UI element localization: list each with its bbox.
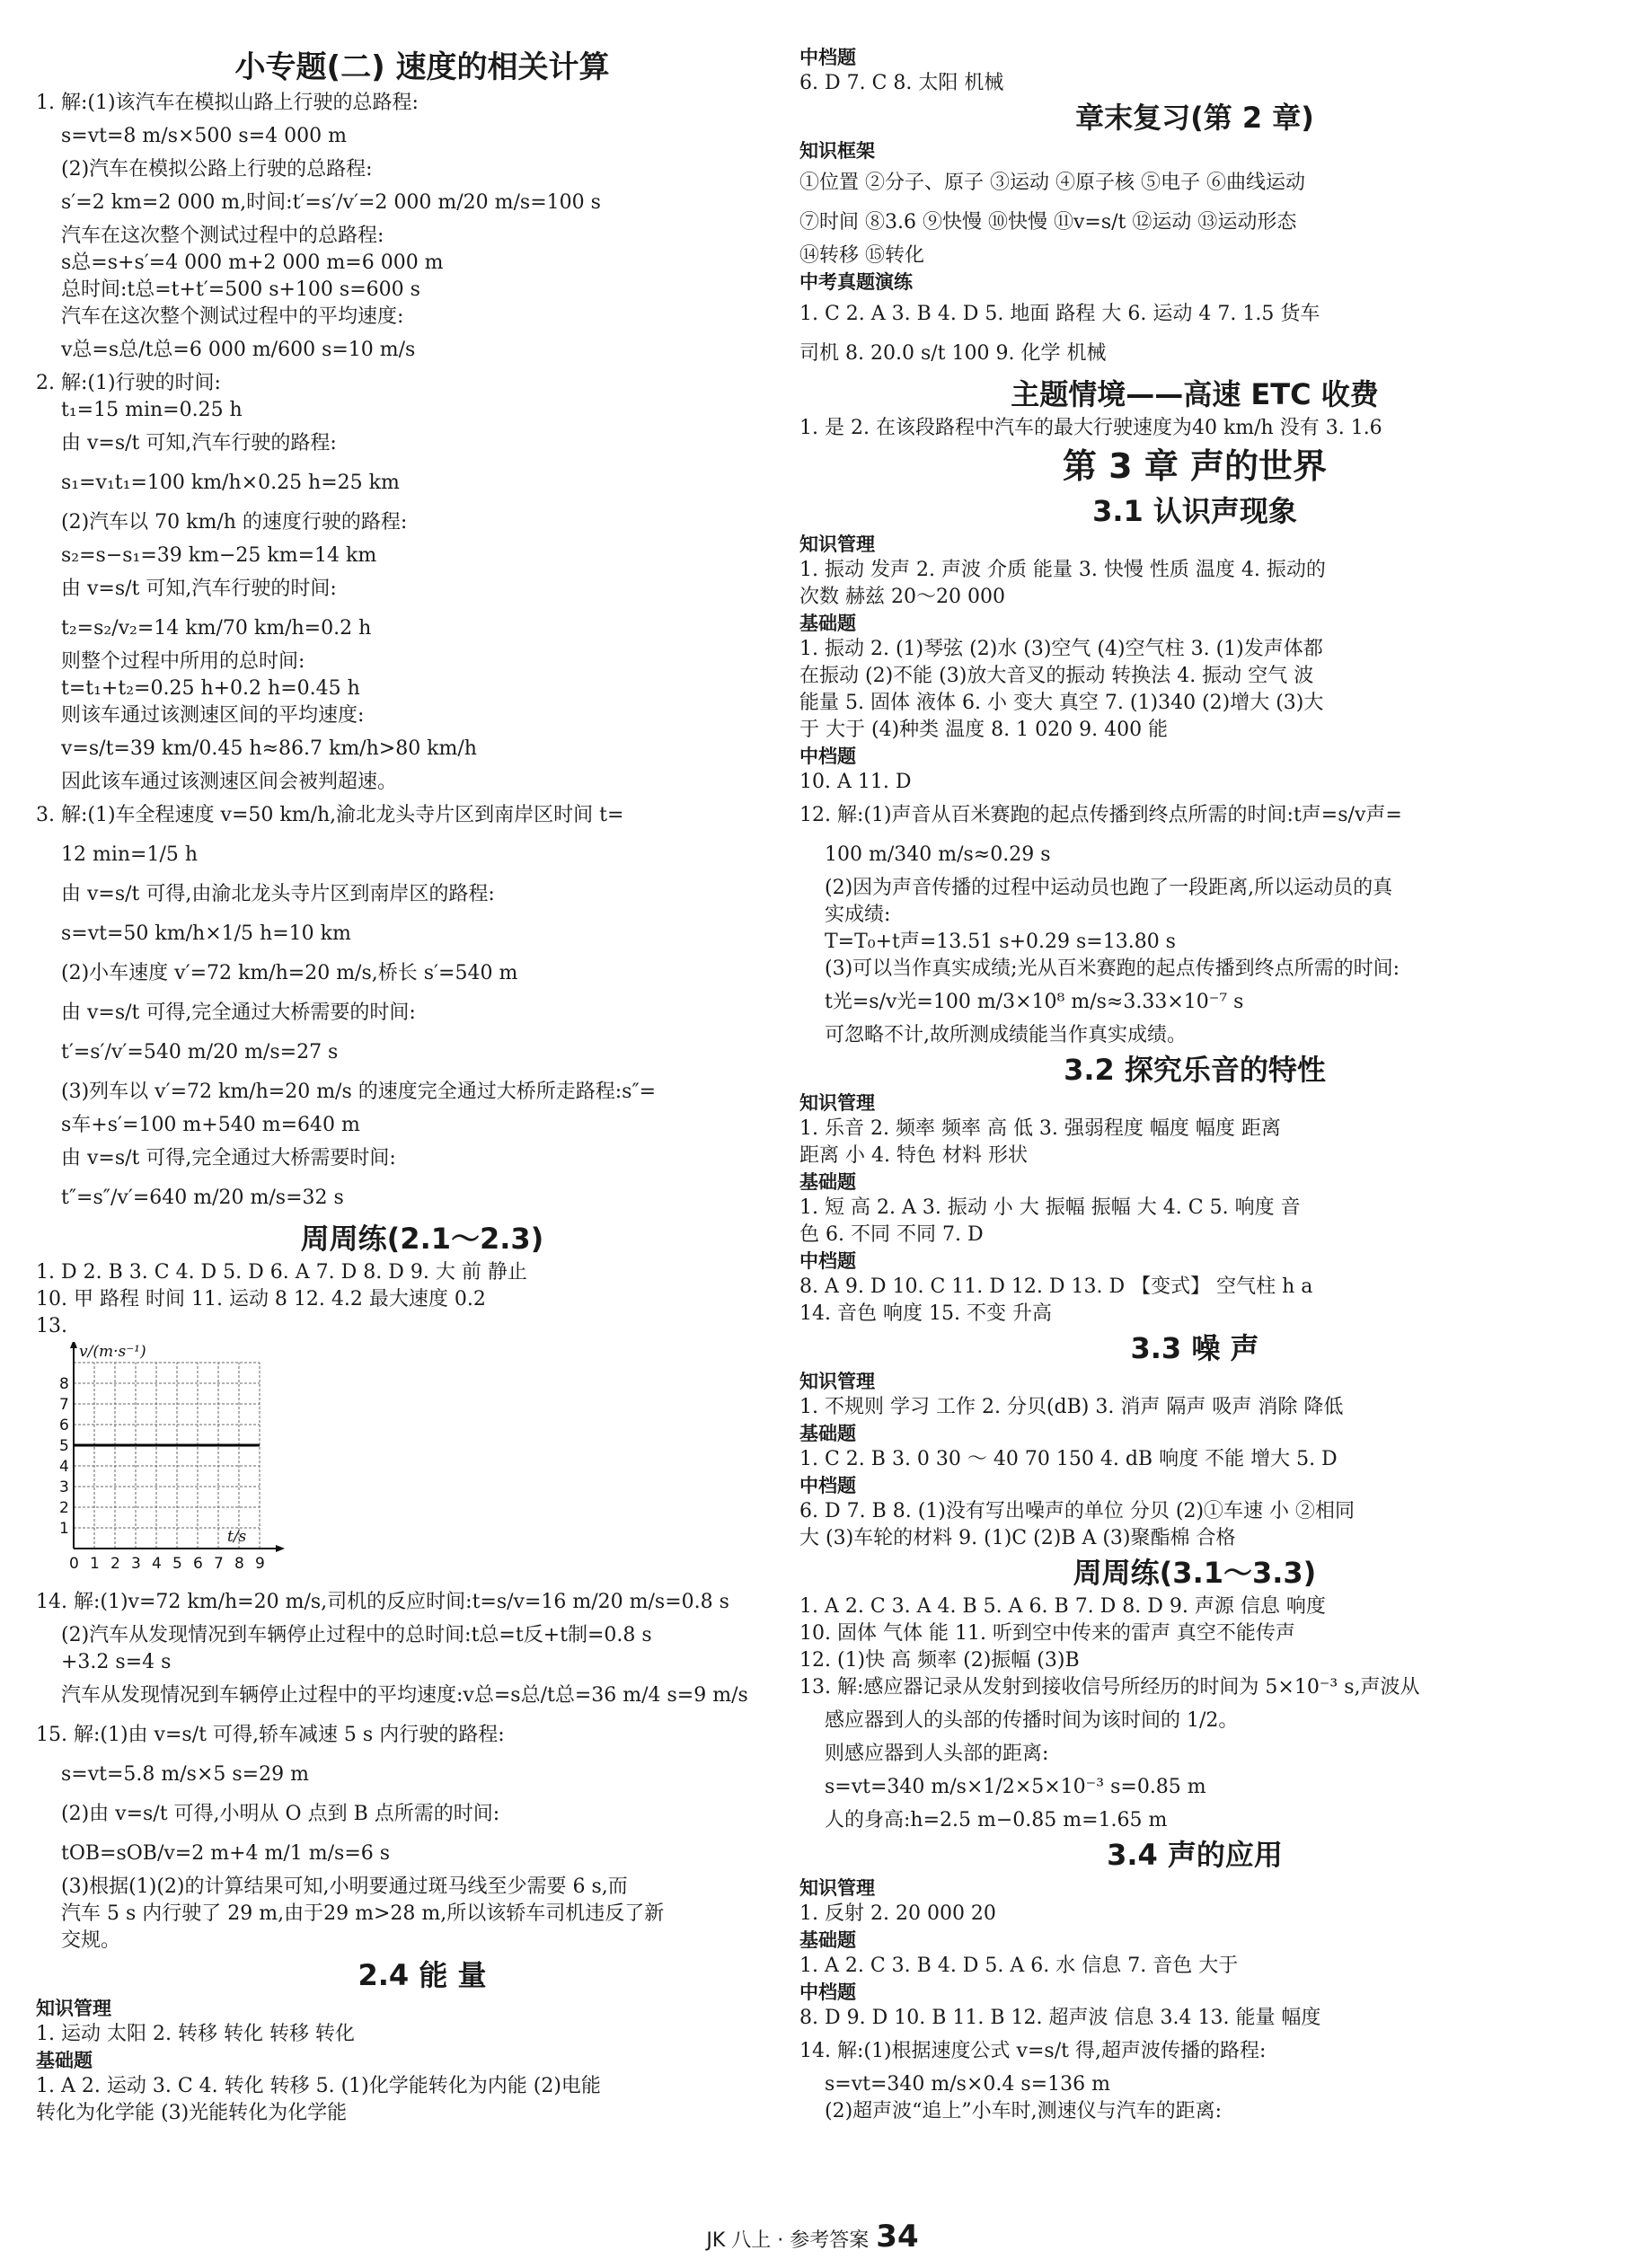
answer-line: 1. 解:(1)该汽车在模拟山路上行驶的总路程: bbox=[36, 92, 419, 114]
x-tick-label: 6 bbox=[193, 1555, 203, 1573]
answer-line: 10. A 11. D bbox=[799, 771, 912, 793]
answer-line: 实成绩: bbox=[825, 904, 891, 926]
answer-line: s₂=s−s₁=39 km−25 km=14 km bbox=[61, 544, 377, 567]
answer-line: 汽车在这次整个测试过程中的总路程: bbox=[61, 225, 384, 247]
x-tick-label: 2 bbox=[110, 1555, 120, 1573]
subsection-label: 中档题 bbox=[799, 1981, 856, 2003]
right-column bbox=[799, 45, 1590, 2125]
answer-line: v=s/t=39 km/0.45 h≈86.7 km/h>80 km/h bbox=[61, 737, 477, 760]
answer-line: 转化为化学能 (3)光能转化为化学能 bbox=[36, 2102, 348, 2124]
answer-line: 14. 解:(1)v=72 km/h=20 m/s,司机的反应时间:t=s/v=16 m/20 m/s=0.8 s bbox=[36, 1591, 729, 1613]
section-title: 主题情境——高速 ETC 收费 bbox=[1011, 377, 1379, 411]
answer-line: T=T₀+t声=13.51 s+0.29 s=13.80 s bbox=[825, 931, 1176, 953]
answer-line: t光=s/v光=100 m/3×10⁸ m/s≈3.33×10⁻⁷ s bbox=[825, 991, 1244, 1013]
answer-line: s车+s′=100 m+540 m=640 m bbox=[61, 1114, 360, 1136]
subsection-label: 中档题 bbox=[799, 1475, 856, 1496]
answer-line: v总=s总/t总=6 000 m/600 s=10 m/s bbox=[61, 339, 416, 361]
page-footer bbox=[0, 2219, 1625, 2255]
y-tick-label: 4 bbox=[59, 1458, 69, 1476]
subsection-label: 中档题 bbox=[799, 1250, 856, 1272]
answer-line: (2)汽车以 70 km/h 的速度行驶的路程: bbox=[61, 511, 408, 534]
x-tick-label: 7 bbox=[214, 1555, 224, 1573]
answer-line: 1. 振动 发声 2. 声波 介质 能量 3. 快慢 性质 温度 4. 振动的 bbox=[799, 559, 1326, 581]
answer-line: 由 v=s/t 可知,汽车行驶的时间: bbox=[61, 578, 337, 600]
answer-line: 于 大于 (4)种类 温度 8. 1 020 9. 400 能 bbox=[799, 719, 1169, 741]
x-tick-label: 0 bbox=[69, 1555, 79, 1573]
answer-line: 6. D 7. B 8. (1)没有写出噪声的单位 分贝 (2)①车速 小 ②相同 bbox=[799, 1500, 1356, 1522]
answer-line: 6. D 7. C 8. 太阳 机械 bbox=[799, 72, 1004, 94]
answer-line: ⑦时间 ⑧3.6 ⑨快慢 ⑩快慢 ⑪v=s/t ⑫运动 ⑬运动形态 bbox=[799, 211, 1297, 234]
answer-line: 8. A 9. D 10. C 11. D 12. D 13. D 【变式】 空气柱 h a bbox=[799, 1275, 1313, 1298]
footer-label: JK 八上 · 参考答案 bbox=[706, 2229, 870, 2252]
answer-line: 大 (3)车轮的材料 9. (1)C (2)B A (3)聚酯棉 合格 bbox=[799, 1527, 1236, 1549]
section-title: 3.2 探究乐音的特性 bbox=[1064, 1053, 1326, 1087]
answer-line: (2)汽车在模拟公路上行驶的总路程: bbox=[61, 158, 373, 181]
answer-line: 10. 固体 气体 能 11. 听到空中传来的雷声 真空不能传声 bbox=[799, 1622, 1295, 1645]
subsection-label: 中档题 bbox=[799, 746, 856, 767]
answer-line: 1. C 2. B 3. 0 30 ～ 40 70 150 4. dB 响度 不能 增大 5. D bbox=[799, 1448, 1338, 1470]
answer-line: 1. A 2. 运动 3. C 4. 转化 转移 5. (1)化学能转化为内能 (2)电能 bbox=[36, 2075, 601, 2097]
answer-line: ①位置 ②分子、原子 ③运动 ④原子核 ⑤电子 ⑥曲线运动 bbox=[799, 172, 1305, 194]
answer-line: 12 min=1/5 h bbox=[61, 843, 199, 866]
answer-line: 1. C 2. A 3. B 4. D 5. 地面 路程 大 6. 运动 4 7. 1.5 货车 bbox=[799, 303, 1320, 325]
answer-line: 1. A 2. C 3. B 4. D 5. A 6. 水 信息 7. 音色 大于 bbox=[799, 1955, 1239, 1977]
answer-line: (3)列车以 v′=72 km/h=20 m/s 的速度完全通过大桥所走路程:s″= bbox=[61, 1081, 657, 1103]
answer-line: (2)由 v=s/t 可得,小明从 O 点到 B 点所需的时间: bbox=[61, 1803, 500, 1825]
x-tick-label: 9 bbox=[255, 1555, 265, 1573]
question-3 bbox=[36, 796, 808, 1218]
answer-line: ⑭转移 ⑮转化 bbox=[799, 244, 924, 267]
subsection-label: 知识管理 bbox=[36, 1998, 111, 2019]
y-tick-label: 2 bbox=[59, 1499, 69, 1517]
answer-line: +3.2 s=4 s bbox=[61, 1651, 172, 1673]
topic-title: 小专题(二) 速度的相关计算 bbox=[234, 49, 610, 85]
answer-line: 1. 是 2. 在该段路程中汽车的最大行驶速度为40 km/h 没有 3. 1.6 bbox=[799, 417, 1382, 439]
answer-line: 1. 运动 太阳 2. 转移 转化 转移 转化 bbox=[36, 2023, 355, 2045]
answer-line: 1. 短 高 2. A 3. 振动 小 大 振幅 振幅 大 4. C 5. 响度 音 bbox=[799, 1196, 1301, 1219]
answer-line: 3. 解:(1)车全程速度 v=50 km/h,渝北龙头寺片区到南岸区时间 t= bbox=[36, 804, 624, 826]
y-tick-label: 8 bbox=[59, 1375, 69, 1393]
answer-line: 13. 解:感应器记录从发射到接收信号所经历的时间为 5×10⁻³ s,声波从 bbox=[799, 1676, 1420, 1699]
answer-line: 1. 振动 2. (1)琴弦 (2)水 (3)空气 (4)空气柱 3. (1)发声体都 bbox=[799, 638, 1323, 660]
subsection-label: 知识管理 bbox=[799, 1092, 875, 1114]
answer-line: s=vt=5.8 m/s×5 s=29 m bbox=[61, 1763, 309, 1786]
weekly-title-2: 周周练(2.1～2.3) bbox=[300, 1222, 544, 1256]
answer-line: 15. 解:(1)由 v=s/t 可得,轿车减速 5 s 内行驶的路程: bbox=[36, 1724, 505, 1746]
y-tick-label: 7 bbox=[59, 1396, 69, 1414]
answer-line: 2. 解:(1)行驶的时间: bbox=[36, 372, 221, 394]
answer-line: 则整个过程中所用的总时间: bbox=[61, 650, 305, 673]
answer-line: (2)超声波“追上”小车时,测速仪与汽车的距离: bbox=[825, 2100, 1223, 2122]
y-tick-label: 3 bbox=[59, 1478, 69, 1496]
question-2 bbox=[36, 370, 808, 796]
subsection-label: 基础题 bbox=[799, 1171, 856, 1193]
section-2-4-title: 2.4 能 量 bbox=[358, 1958, 487, 1992]
answer-line: 1. 反射 2. 20 000 20 bbox=[799, 1902, 996, 1925]
answer-line: 汽车从发现情况到车辆停止过程中的平均速度:v总=s总/t总=36 m/4 s=9 m/s bbox=[61, 1684, 748, 1707]
answer-line: 1. 乐音 2. 频率 频率 高 低 3. 强弱程度 幅度 幅度 距离 bbox=[799, 1117, 1281, 1140]
answer-line: (2)小车速度 v′=72 km/h=20 m/s,桥长 s′=540 m bbox=[61, 962, 518, 984]
y-tick-label: 5 bbox=[59, 1437, 69, 1455]
section-2-4 bbox=[36, 1996, 808, 2127]
answer-line: 则该车通过该测速区间的平均速度: bbox=[61, 704, 365, 727]
answer-line: 100 m/340 m/s≈0.29 s bbox=[825, 843, 1051, 866]
chapter-title: 第 3 章 声的世界 bbox=[1062, 446, 1328, 486]
answer-line: t₂=s₂/v₂=14 km/70 km/h=0.2 h bbox=[61, 617, 372, 640]
y-axis-label: v/(m·s⁻¹) bbox=[79, 1343, 146, 1361]
answer-line: 距离 小 4. 特色 材料 形状 bbox=[799, 1144, 1028, 1167]
answer-line: s′=2 km=2 000 m,时间:t′=s′/v′=2 000 m/20 m/s=100 s bbox=[61, 191, 601, 214]
x-tick-label: 8 bbox=[234, 1555, 244, 1573]
x-axis-arrow bbox=[276, 1545, 285, 1552]
answer-line: t″=s″/v′=640 m/20 m/s=32 s bbox=[61, 1187, 344, 1209]
answer-line: 14. 解:(1)根据速度公式 v=s/t 得,超声波传播的路程: bbox=[799, 2040, 1267, 2062]
subsection-label: 知识管理 bbox=[799, 1371, 875, 1392]
answer-line: 由 v=s/t 可知,汽车行驶的路程: bbox=[61, 432, 337, 454]
x-tick-label: 3 bbox=[131, 1555, 141, 1573]
weekly-answers bbox=[36, 1259, 808, 1313]
y-tick-label: 6 bbox=[59, 1416, 69, 1434]
answer-line: 色 6. 不同 不同 7. D bbox=[799, 1223, 984, 1246]
answer-line: s=vt=340 m/s×0.4 s=136 m bbox=[825, 2073, 1110, 2096]
answer-line: (2)因为声音传播的过程中运动员也跑了一段距离,所以运动员的真 bbox=[825, 877, 1393, 899]
answer-line: 8. D 9. D 10. B 11. B 12. 超声波 信息 3.4 13. 能量 幅度 bbox=[799, 2007, 1321, 2029]
velocity-time-graph bbox=[36, 1342, 305, 1575]
x-tick-label: 1 bbox=[90, 1555, 100, 1573]
answer-line: 10. 甲 路程 时间 11. 运动 8 12. 4.2 最大速度 0.2 bbox=[36, 1288, 486, 1310]
subsection-label: 知识管理 bbox=[799, 1877, 875, 1899]
section-title: 3.4 声的应用 bbox=[1107, 1838, 1283, 1872]
answer-line: 12. (1)快 高 频率 (2)振幅 (3)B bbox=[799, 1649, 1080, 1672]
subsection-label: 中考真题演练 bbox=[799, 271, 913, 293]
answer-line: 汽车 5 s 内行驶了 29 m,由于29 m>28 m,所以该轿车司机违反了新 bbox=[61, 1902, 665, 1925]
answer-line: 由 v=s/t 可得,由渝北龙头寺片区到南岸区的路程: bbox=[61, 883, 495, 905]
answer-line: t′=s′/v′=540 m/20 m/s=27 s bbox=[61, 1041, 339, 1063]
answer-line: 12. 解:(1)声音从百米赛跑的起点传播到终点所需的时间:t声=s/v声= bbox=[799, 804, 1402, 826]
question-15 bbox=[36, 1716, 808, 1955]
answer-line: 因此该车通过该测速区间会被判超速。 bbox=[61, 771, 398, 793]
answer-line: 在振动 (2)不能 (3)放大音叉的振动 转换法 4. 振动 空气 波 bbox=[799, 665, 1314, 687]
section-title: 章末复习(第 2 章) bbox=[1075, 101, 1314, 135]
section-title: 3.3 噪 声 bbox=[1130, 1331, 1259, 1365]
y-axis-arrow bbox=[70, 1342, 77, 1348]
y-tick-label: 1 bbox=[59, 1520, 69, 1538]
answer-line: 则感应器到人头部的距离: bbox=[825, 1743, 1049, 1765]
left-column bbox=[36, 45, 808, 2127]
answer-line: 人的身高:h=2.5 m−0.85 m=1.65 m bbox=[825, 1809, 1168, 1831]
answer-line: 能量 5. 固体 液体 6. 小 变大 真空 7. (1)340 (2)增大 (3)大 bbox=[799, 692, 1324, 714]
subsection-label: 基础题 bbox=[799, 1423, 856, 1444]
section-title: 周周练(3.1～3.3) bbox=[1073, 1556, 1317, 1590]
answer-line: 由 v=s/t 可得,完全通过大桥需要时间: bbox=[61, 1147, 396, 1169]
answer-line: 由 v=s/t 可得,完全通过大桥需要的时间: bbox=[61, 1002, 416, 1024]
subsection-label: 知识框架 bbox=[799, 140, 875, 162]
subsection-label: 知识管理 bbox=[799, 534, 875, 555]
subsection-label: 中档题 bbox=[799, 47, 856, 68]
answer-line: 14. 音色 响度 15. 不变 升高 bbox=[799, 1302, 1052, 1325]
answer-line: 可忽略不计,故所测成绩能当作真实成绩。 bbox=[825, 1024, 1187, 1046]
answer-line: t=t₁+t₂=0.25 h+0.2 h=0.45 h bbox=[61, 677, 360, 700]
subsection-label: 基础题 bbox=[799, 1929, 856, 1951]
answer-line: 1. 不规则 学习 工作 2. 分贝(dB) 3. 消声 隔声 吸声 消除 降低 bbox=[799, 1396, 1344, 1418]
answer-line: s总=s+s′=4 000 m+2 000 m=6 000 m bbox=[61, 252, 444, 274]
question-14 bbox=[36, 1583, 808, 1716]
answer-line: t₁=15 min=0.25 h bbox=[61, 399, 243, 421]
answer-line: 司机 8. 20.0 s/t 100 9. 化学 机械 bbox=[799, 342, 1107, 365]
answer-line: 总时间:t总=t+t′=500 s+100 s=600 s bbox=[61, 278, 420, 301]
answer-line: 感应器到人的头部的传播时间为该时间的 1/2。 bbox=[825, 1709, 1239, 1732]
answer-line: 次数 赫兹 20～20 000 bbox=[799, 586, 1005, 608]
answer-line: 1. A 2. C 3. A 4. B 5. A 6. B 7. D 8. D 9. 声源 信息 响度 bbox=[799, 1595, 1326, 1618]
answer-line: s=vt=8 m/s×500 s=4 000 m bbox=[61, 125, 347, 147]
question-13-label: 13. bbox=[36, 1315, 67, 1337]
answer-line: s=vt=340 m/s×1/2×5×10⁻³ s=0.85 m bbox=[825, 1776, 1206, 1798]
subsection-label: 基础题 bbox=[36, 2050, 93, 2071]
answer-line: s₁=v₁t₁=100 km/h×0.25 h=25 km bbox=[61, 472, 400, 494]
page-number: 34 bbox=[876, 2219, 919, 2255]
answer-line: s=vt=50 km/h×1/5 h=10 km bbox=[61, 922, 351, 945]
question-1 bbox=[36, 90, 808, 370]
answer-line: 1. D 2. B 3. C 4. D 5. D 6. A 7. D 8. D 9. 大 前 静止 bbox=[36, 1261, 527, 1284]
answer-line: tOB=sOB/v=2 m+4 m/1 m/s=6 s bbox=[61, 1842, 391, 1865]
x-tick-label: 4 bbox=[152, 1555, 162, 1573]
section-title: 3.1 认识声现象 bbox=[1092, 494, 1297, 528]
answer-line: 汽车在这次整个测试过程中的平均速度: bbox=[61, 305, 404, 328]
x-tick-label: 5 bbox=[172, 1555, 182, 1573]
answer-line: (2)汽车从发现情况到车辆停止过程中的总时间:t总=t反+t制=0.8 s bbox=[61, 1624, 652, 1646]
answer-line: (3)根据(1)(2)的计算结果可知,小明要通过斑马线至少需要 6 s,而 bbox=[61, 1875, 628, 1898]
answer-line: (3)可以当作真实成绩;光从百米赛跑的起点传播到终点所需的时间: bbox=[825, 958, 1400, 980]
x-axis-label: t/s bbox=[227, 1528, 247, 1546]
answer-line: 交规。 bbox=[61, 1929, 121, 1952]
subsection-label: 基础题 bbox=[799, 613, 856, 634]
